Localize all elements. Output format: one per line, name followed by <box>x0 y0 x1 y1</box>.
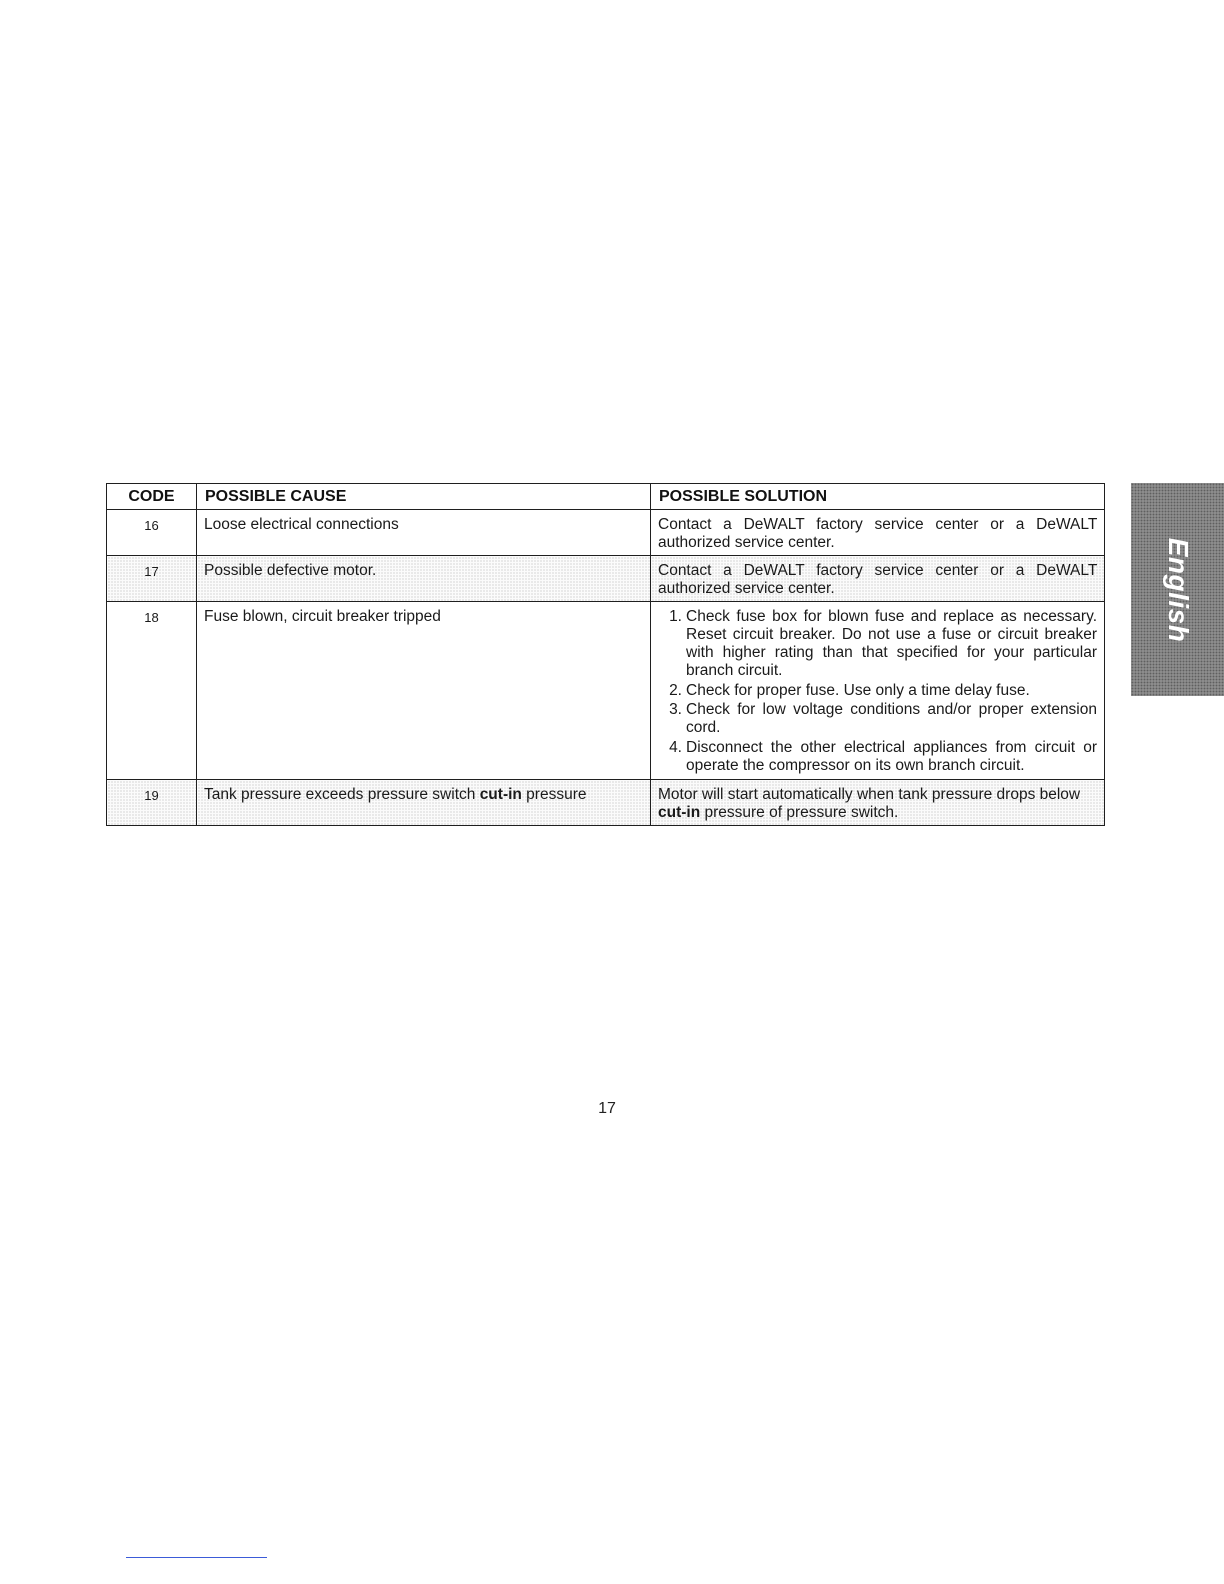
solution-text: Motor will start automatically when tank pressure drops below <box>658 786 1081 803</box>
solution-text: Contact a <box>658 516 744 533</box>
solution-item-text: Check for proper fuse. Use only a time delay fuse. <box>686 681 1030 699</box>
code-cell: 17 <box>107 556 197 602</box>
solution-item-number: 2. <box>669 681 682 699</box>
cause-cell: Loose electrical connections <box>197 510 651 556</box>
solution-item-number: 4. <box>669 738 682 756</box>
cause-text: pressure <box>521 786 587 803</box>
solution-item <box>669 701 1097 737</box>
language-side-tab <box>1131 483 1224 696</box>
table-row <box>107 556 1105 602</box>
solution-item <box>669 608 1097 680</box>
solution-cell <box>651 780 1105 826</box>
cause-emphasis: cut-in <box>479 786 522 803</box>
solution-text: pressure of pressure switch. <box>700 804 899 821</box>
solution-item-text: Disconnect the other electrical appliances from circuit or operate the compressor on its own branch circuit. <box>686 738 1097 774</box>
solution-text: factory service center or a <box>804 562 1037 579</box>
table-row <box>107 602 1105 780</box>
column-header-cause: POSSIBLE CAUSE <box>197 484 651 510</box>
page-number: 17 <box>598 1100 616 1117</box>
solution-item-text: Check for low voltage conditions and/or proper extension cord. <box>686 701 1097 736</box>
table-row <box>107 780 1105 826</box>
troubleshooting-table <box>106 483 1105 826</box>
solution-cell <box>651 510 1105 556</box>
table-row <box>107 510 1105 556</box>
brand-name: DeWALT <box>743 562 805 579</box>
cause-cell <box>197 780 651 826</box>
solution-item-number: 1. <box>669 608 682 625</box>
solution-cell <box>651 556 1105 602</box>
cause-cell: Fuse blown, circuit breaker tripped <box>197 602 651 780</box>
code-cell: 18 <box>107 602 197 780</box>
cause-text: Tank pressure exceeds pressure switch <box>204 786 480 803</box>
brand-name: DeWALT <box>1036 562 1098 579</box>
code-cell: 16 <box>107 510 197 556</box>
solution-text: authorized service center. <box>658 534 835 551</box>
brand-name: DeWALT <box>1036 516 1098 533</box>
solution-item-number: 3. <box>669 701 682 718</box>
solution-text: authorized service center. <box>658 580 835 597</box>
column-header-code: CODE <box>107 484 197 510</box>
code-cell: 19 <box>107 780 197 826</box>
column-header-solution: POSSIBLE SOLUTION <box>651 484 1105 510</box>
brand-name: DeWALT <box>743 516 805 533</box>
solution-item <box>669 738 1097 775</box>
language-tab-label: English <box>1162 537 1194 642</box>
table-header-row <box>107 484 1105 510</box>
footer-rule <box>126 1557 267 1558</box>
solution-item-text: Check fuse box for blown fuse and replace as necessary. Reset circuit breaker. Do not use a fuse or circuit breaker with higher rating than that specified for your particular branch circuit. <box>686 608 1097 679</box>
solution-item <box>669 681 1097 700</box>
solution-text: Contact a <box>658 562 744 579</box>
cause-cell: Possible defective motor. <box>197 556 651 602</box>
solution-text: factory service center or a <box>804 516 1037 533</box>
solution-emphasis: cut-in <box>658 804 701 821</box>
solution-list <box>658 608 1097 775</box>
solution-cell <box>651 602 1105 780</box>
